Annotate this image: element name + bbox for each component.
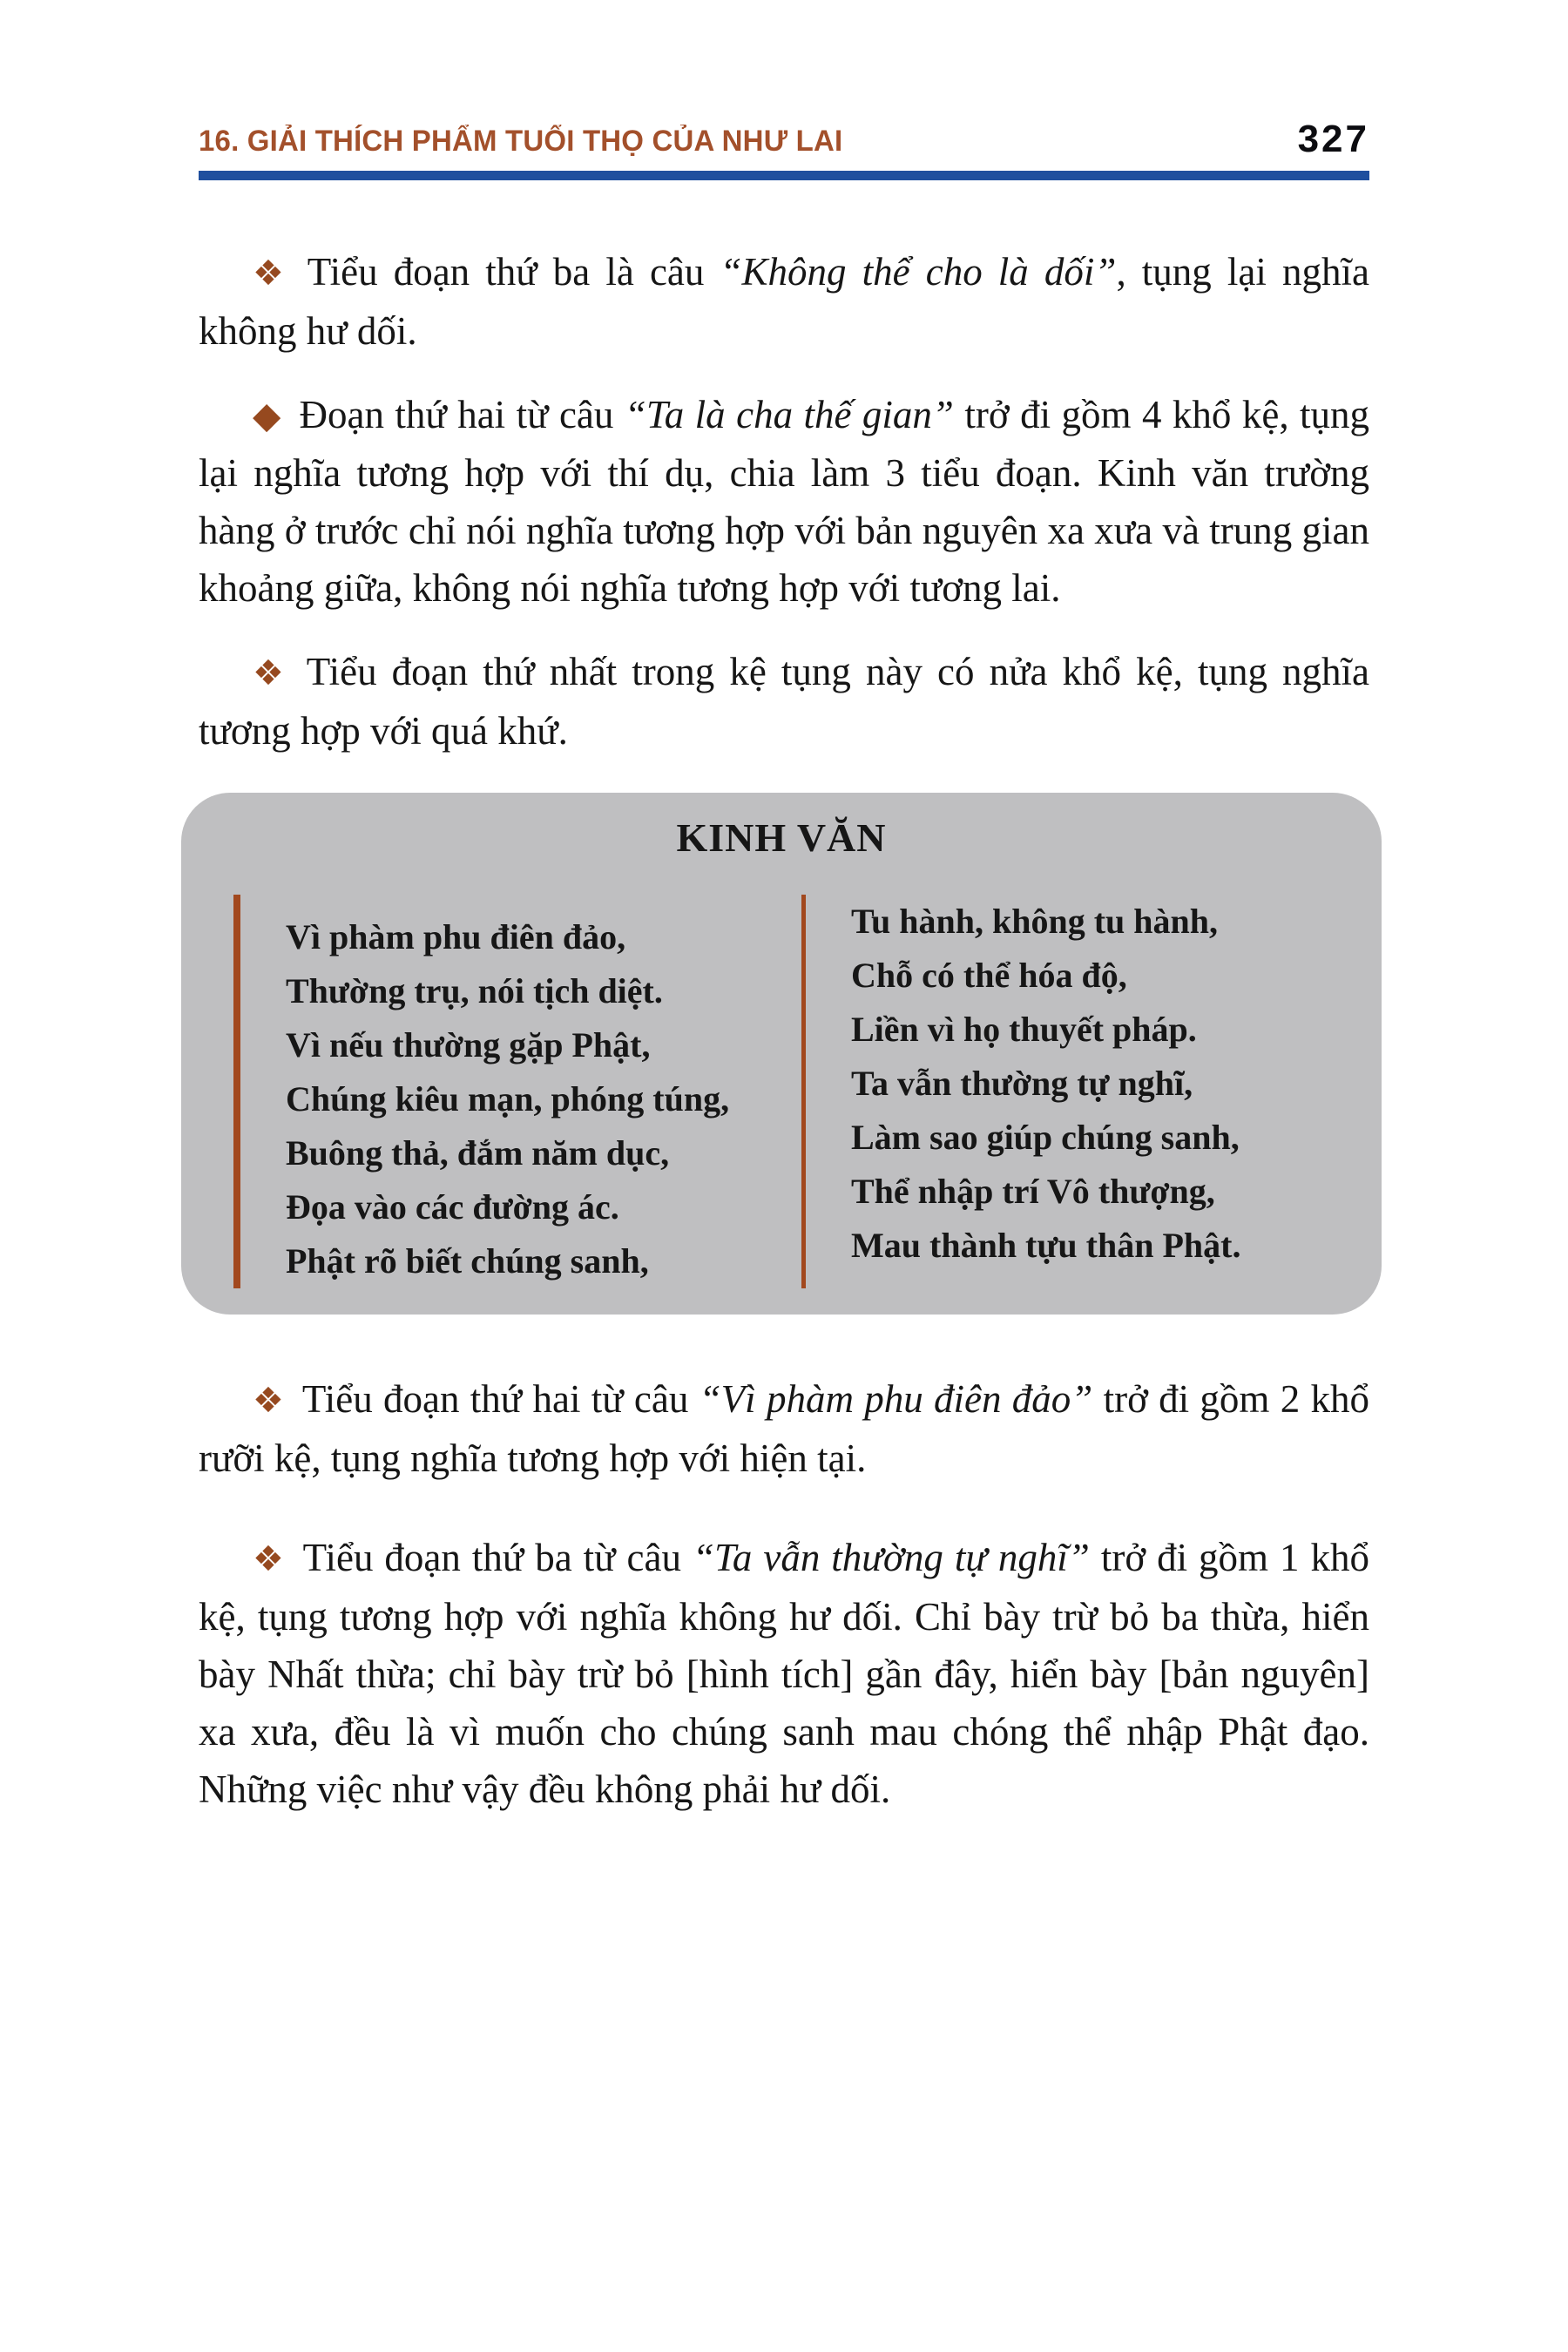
verse-line: Ta vẫn thường tự nghĩ,	[851, 1064, 1193, 1104]
body-paragraph	[199, 643, 1369, 760]
chapter-title: 16. GIẢI THÍCH PHẨM TUỔI THỌ CỦA NHƯ LAI	[199, 125, 843, 158]
four-diamond-bullet-icon: ❖	[253, 253, 290, 294]
verse-column-right	[801, 895, 1342, 1288]
quoted-phrase: “Không thể cho là dối”	[720, 250, 1117, 294]
paragraph-text: Tiểu đoạn thứ ba là câu	[307, 250, 720, 294]
verse-column-left	[233, 895, 801, 1288]
verse-line: Chúng kiêu mạn, phóng túng,	[286, 1079, 730, 1119]
page-number: 327	[1297, 118, 1369, 160]
verse-line: Thường trụ, nói tịch diệt.	[286, 971, 663, 1011]
verse-line: Tu hành, không tu hành,	[851, 902, 1219, 942]
verse-line: Đọa vào các đường ác.	[286, 1187, 619, 1227]
quoted-phrase: “Ta vẫn thường tự nghĩ”	[692, 1536, 1090, 1580]
quoted-phrase: “Vì phàm phu điên đảo”	[699, 1377, 1093, 1422]
body-paragraphs-bottom	[199, 1370, 1369, 1818]
body-paragraphs-top	[199, 243, 1369, 760]
paragraph-text: Tiểu đoạn thứ hai từ câu	[301, 1377, 700, 1422]
four-diamond-bullet-icon: ❖	[253, 1539, 286, 1580]
kinh-van-title: KINH VĂN	[676, 815, 887, 860]
paragraph-text: Tiểu đoạn thứ nhất trong kệ tụng này có nửa khổ kệ, tụng nghĩa tương hợp với quá khứ.	[199, 650, 1370, 753]
paragraph-text: trở đi gồm 1 khổ kệ, tụng tương hợp với nghĩa không hư dối. Chỉ bày trừ bỏ ba thừa, hiển bày Nhất thừa; chỉ bày trừ bỏ [hình tích] gần đây, hiển bày [bản nguyên] xa xưa, đều là vì muốn cho chúng sanh mau chóng thể nhập Phật đạo. Những việc như vậy đều không phải hư dối.	[199, 1536, 1369, 1812]
paragraph-text: trở đi gồm 2 khổ rưỡi kệ, tụng nghĩa tương hợp với hiện tại.	[199, 1377, 1369, 1481]
quoted-phrase: “Ta là cha thế gian”	[624, 393, 954, 436]
verse-line: Chỗ có thể hóa độ,	[851, 956, 1127, 996]
verse-columns	[181, 895, 1382, 1288]
header-rule	[199, 171, 1369, 180]
verse-line: Liền vì họ thuyết pháp.	[851, 1010, 1197, 1050]
four-diamond-bullet-icon: ❖	[253, 653, 289, 693]
four-diamond-bullet-icon: ❖	[253, 1381, 285, 1422]
kinh-van-box	[181, 793, 1382, 1315]
paragraph-text: trở đi gồm 4 khổ kệ, tụng lại nghĩa tương hợp với thí dụ, chia làm 3 tiểu đoạn. Kinh văn trường hàng ở trước chỉ nói nghĩa tương hợp với bản nguyên xa xưa và trung gian khoảng giữa, không nói nghĩa tương hợp với tương lai.	[199, 393, 1370, 610]
verse-line: Vì nếu thường gặp Phật,	[286, 1025, 651, 1065]
verse-line: Vì phàm phu điên đảo,	[286, 917, 626, 957]
paragraph-text: , tụng lại nghĩa không hư dối.	[199, 250, 1369, 353]
verse-line: Thể nhập trí Vô thượng,	[851, 1172, 1215, 1212]
verse-line: Làm sao giúp chúng sanh,	[851, 1118, 1240, 1158]
paragraph-text: Tiểu đoạn thứ ba từ câu	[302, 1536, 693, 1580]
body-paragraph	[199, 1529, 1369, 1818]
verse-line: Buông thả, đắm năm dục,	[286, 1133, 670, 1173]
paragraph-text: Đoạn thứ hai từ câu	[299, 393, 625, 436]
body-paragraph	[199, 386, 1369, 617]
body-paragraph	[199, 1370, 1369, 1487]
verse-line: Phật rõ biết chúng sanh,	[286, 1241, 649, 1281]
diamond-bullet-icon: ◆	[253, 394, 282, 436]
body-paragraph	[199, 243, 1369, 360]
running-head	[199, 120, 1369, 159]
verse-line: Mau thành tựu thân Phật.	[851, 1226, 1241, 1266]
page-content	[199, 120, 1369, 1818]
